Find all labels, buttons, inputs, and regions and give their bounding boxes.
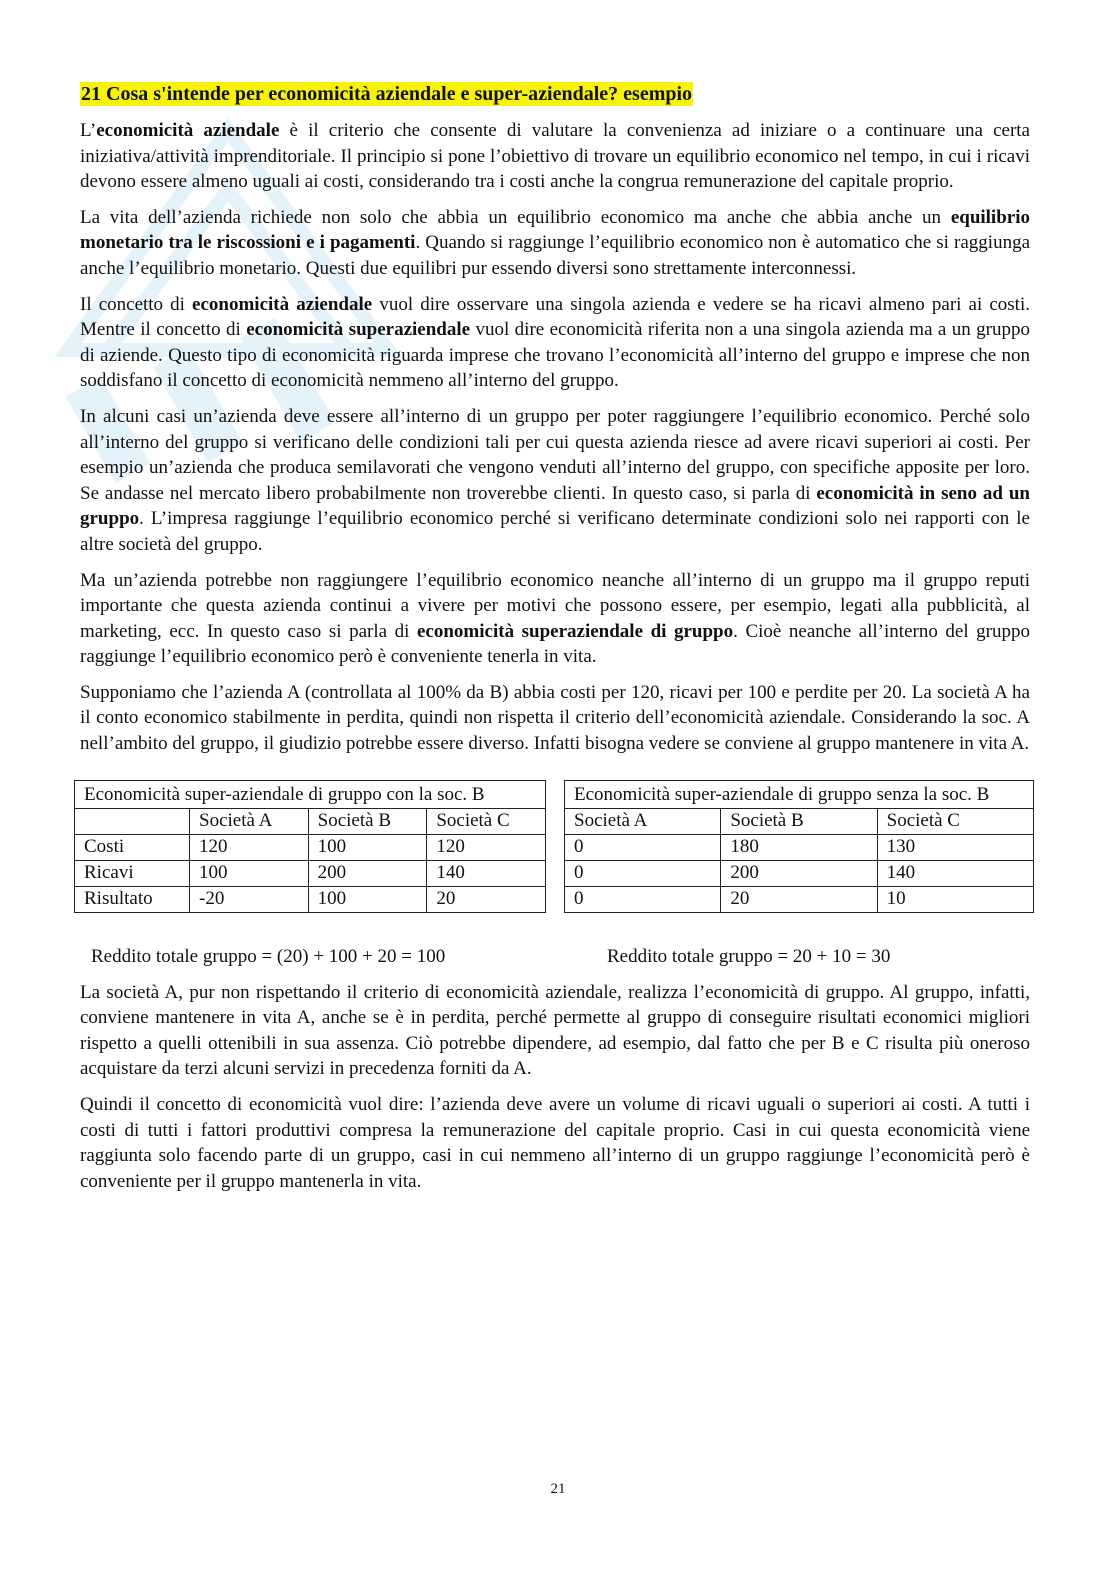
table-row: Costi 120 100 120 (75, 834, 546, 860)
paragraph-6: Supponiamo che l’azienda A (controllata al 100% da B) abbia costi per 120, ricavi per 100 e perdite per 20. La società A ha il conto economico stabilmente in perdita, quindi non rispetta il criterio dell’economicità aziendale. Considerando la soc. A nell’ambito del gruppo, il giudizio potrebbe essere diverso. Infatti bisogna vedere se conviene al gruppo mantenere in vita A. (80, 681, 1030, 755)
table-row: 0 200 140 (565, 860, 1034, 886)
paragraph-8: Quindi il concetto di economicità vuol dire: l’azienda deve avere un volume di ricavi uguali o superiori ai costi. A tutti i costi di tutti i fattori produttivi compresa la remunerazione del capitale proprio. Casi in cui questa economicità viene raggiunta solo facendo parte di un gruppo, casi in cui nemmeno all’interno di un gruppo raggiunge l’economicità però è conveniente per il gruppo mantenerla in vita. (80, 1094, 1030, 1192)
paragraph-5: Ma un’azienda potrebbe non raggiungere l’equilibrio economico neanche all’interno di un gruppo ma il gruppo reputi importante che questa azienda continui a vivere per motivi che possono essere, per esempio, legati alla pubblicità, al marketing, ecc. In questo caso si parla di economicità superaziendale di gruppo. Cioè neanche all’interno del gruppo raggiunge l’equilibrio economico però è conveniente tenerla in vita. (80, 569, 1030, 668)
table-without-b (564, 780, 1034, 913)
paragraph-7: La società A, pur non rispettando il criterio di economicità aziendale, realizza l’economicità di gruppo. Al gruppo, infatti, conviene mantenere in vita A, anche se è in perdita, perché permette al gruppo di conseguire risultati economici migliori rispetto a quelli ottenibili in sua assenza. Ciò potrebbe dipendere, ad esempio, dal fatto che per B e C risulta più oneroso acquistare da terzi alcuni servizi in precedenza forniti da A. (80, 981, 1030, 1080)
table-row: 0 20 10 (565, 886, 1034, 912)
table-row: Ricavi 100 200 140 (75, 860, 546, 886)
paragraph-2: La vita dell’azienda richiede non solo che abbia un equilibrio economico ma anche che abbia anche un equilibrio monetario tra le riscossioni e i pagamenti. Quando si raggiunge l’equilibrio economico non è automatico che si raggiunga anche l’equilibrio monetario. Questi due equilibri pur essendo diversi sono strettamente interconnessi. (80, 206, 1030, 279)
document-page (80, 78, 1030, 1204)
table-header-row: Società A Società B Società C (75, 808, 546, 834)
tables-area (80, 780, 1030, 940)
page-number: 21 (550, 1481, 566, 1497)
table-with-b (74, 780, 546, 913)
group-totals (80, 940, 1030, 980)
table-row: 0 180 130 (565, 834, 1034, 860)
table-caption: Economicità super-aziendale di gruppo senza la soc. B (565, 780, 1034, 808)
table-row: Risultato -20 100 20 (75, 886, 546, 912)
paragraph-4: In alcuni casi un’azienda deve essere all’interno di un gruppo per poter raggiungere l’equilibrio economico. Perché solo all’interno del gruppo si verificano delle condizioni tali per cui questa azienda riesce ad avere ricavi superiori ai costi. Per esempio un’azienda che produca semilavorati che vengono venduti all’interno del gruppo, con specifiche apposite per loro. Se andasse nel mercato libero probabilmente non troverebbe clienti. In questo caso, si parla di economicità in seno ad un gruppo. L’impresa raggiunge l’equilibrio economico perché si verificano determinate condizioni solo nei rapporti con le altre società del gruppo. (80, 405, 1030, 555)
paragraph-1: L’economicità aziendale è il criterio che consente di valutare la convenienza ad iniziare o a continuare una certa iniziativa/attività imprenditoriale. Il principio si pone l’obiettivo di trovare un equilibrio economico nel tempo, in cui i ricavi devono essere almeno uguali ai costi, considerando tra i costi anche la congrua remunerazione del capitale proprio. (80, 120, 1030, 193)
section-heading: 21 Cosa s'intende per economicità aziendale e super-aziendale? esempio (81, 83, 693, 105)
table-caption: Economicità super-aziendale di gruppo con la soc. B (75, 780, 546, 808)
table-header-row: Società A Società B Società C (565, 808, 1034, 834)
paragraph-3: Il concetto di economicità aziendale vuol dire osservare una singola azienda e vedere se ha ricavi almeno pari ai costi. Mentre il concetto di economicità superaziendale vuol dire economicità riferita non a una singola azienda ma a un gruppo di aziende. Questo tipo di economicità riguarda imprese che trovano l’economicità all’interno del gruppo e imprese che non soddisfano il concetto di economicità nemmeno all’interno del gruppo. (80, 293, 1030, 392)
total-without-b: Reddito totale gruppo = 20 + 10 = 30 (607, 945, 891, 967)
total-with-b: Reddito totale gruppo = (20) + 100 + 20 = 100 (91, 945, 446, 967)
